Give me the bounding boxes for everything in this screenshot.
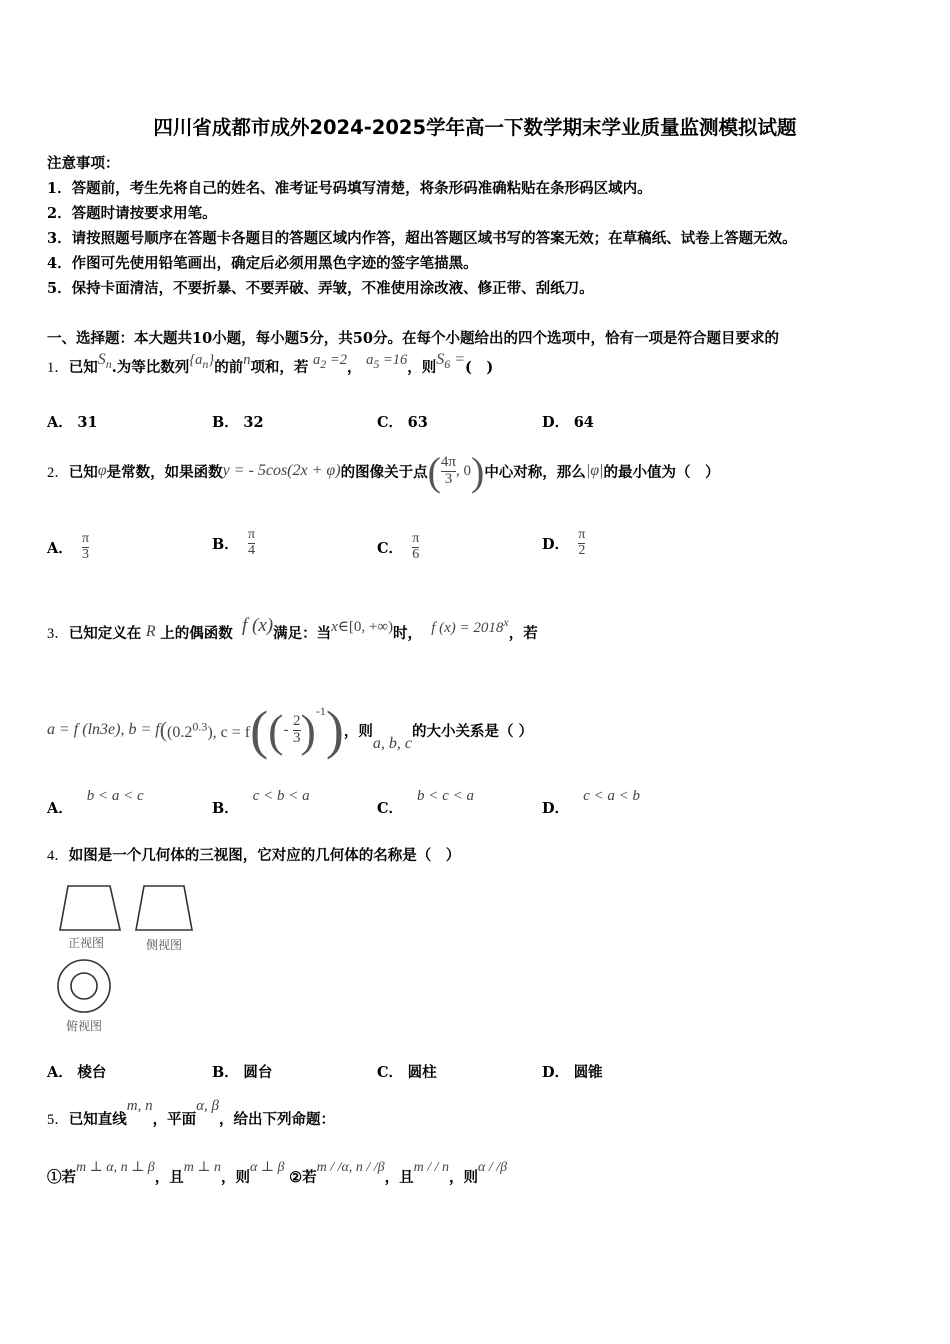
front-view-label: 正视图 — [68, 936, 105, 950]
side-view-label: 侧视图 — [146, 938, 183, 952]
option-c[interactable]: C． 63 — [377, 414, 428, 431]
option-a[interactable]: A． 31 — [47, 414, 98, 431]
front-view-trapezoid — [60, 886, 120, 930]
option-d[interactable]: D． 圆锥 — [542, 1064, 603, 1081]
option-c[interactable]: C．b < c < a — [377, 788, 474, 817]
notice-item: 3．请按照题号顺序在答题卡各题目的答题区域内作答，超出答题区域书写的答案无效；在草稿纸、试卷上答题无效。 — [47, 230, 797, 247]
question-4: 4．如图是一个几何体的三视图，它对应的几何体的名称是（ ） — [47, 847, 461, 864]
question-5-propositions: ①若m ⊥ α, n ⊥ β，且m ⊥ n，则α ⊥ β ②若m / /α, n / /β，且m / / n，则α / /β — [47, 1160, 508, 1186]
question-3-line2: a = f (ln3e), b = f ($(0.2^{0.3})$, c = f ( ( - $\frac{2}{3}$ ) $^{-1}$ ) ，则 a, b, c 的大小关系是（ ） — [47, 700, 534, 760]
question-3: 3． 已知定义在 R 上的偶函数 f (x) 满足：当 x∈[0, +∞) 时， f $(x) = 2018^x$ ，若 — [47, 615, 538, 642]
option-a[interactable]: A． $\frac{\pi}{3}$ — [47, 531, 90, 562]
option-c[interactable]: C． $\frac{\pi}{6}$ — [377, 531, 420, 562]
question-1: 1．已知$S_n$.为等比数列$\{a_n\}$的前n项和，若 $a_2 =2$， $a_5 =16$，则$S_6$ =( ) — [47, 351, 494, 376]
three-view-figure — [50, 878, 210, 1038]
option-b[interactable]: B． $\frac{\pi}{4}$ — [212, 527, 256, 558]
top-view-circles — [58, 960, 110, 1012]
question-number: 5． — [47, 1112, 69, 1128]
page-title: 四川省成都市成外2024-2025学年高一下数学期末学业质量监测模拟试题 — [153, 116, 797, 139]
option-a[interactable]: A．b < a < c — [47, 788, 144, 817]
top-view-label: 俯视图 — [66, 1019, 103, 1033]
option-b[interactable]: B． 圆台 — [212, 1064, 273, 1081]
question-number: 1． — [47, 360, 69, 376]
option-d[interactable]: D． 64 — [542, 414, 594, 431]
option-a[interactable]: A． 棱台 — [47, 1064, 107, 1081]
question-2: 2． 已知 φ 是常数，如果函数 y = - 5cos(2x + φ) 的图像关于点 ( $\frac{4\pi}{3}$ , 0 ) 中心对称，那么 |φ| 的最小值为（ ） — [47, 448, 720, 494]
question-5: 5．已知直线m, n，平面α, β，给出下列命题： — [47, 1098, 335, 1128]
question-number: 3． — [47, 625, 69, 642]
option-b[interactable]: B． 32 — [212, 414, 264, 431]
option-c[interactable]: C． 圆柱 — [377, 1064, 437, 1081]
notice-item: 4．作图可先使用铅笔画出，确定后必须用黑色字迹的签字笔描黑。 — [47, 255, 478, 272]
question-number: 2． — [47, 464, 69, 481]
section-heading: 一、选择题：本大题共10小题，每小题5分，共50分。在每个小题给出的四个选项中，恰有一项是符合题目要求的 — [47, 330, 779, 347]
notice-item: 1．答题前，考生先将自己的姓名、准考证号码填写清楚，将条形码准确粘贴在条形码区域内。 — [47, 180, 652, 197]
notice-item: 2．答题时请按要求用笔。 — [47, 205, 217, 222]
option-b[interactable]: B．c < b < a — [212, 788, 310, 817]
notice-heading: 注意事项： — [47, 155, 120, 172]
notice-item: 5．保持卡面清洁，不要折暴、不要弄破、弄皱，不准使用涂改液、修正带、刮纸刀。 — [47, 280, 594, 297]
option-d[interactable]: D．c < a < b — [542, 788, 640, 817]
side-view-trapezoid — [136, 886, 192, 930]
option-d[interactable]: D． $\frac{\pi}{2}$ — [542, 527, 586, 558]
question-number: 4． — [47, 848, 69, 864]
